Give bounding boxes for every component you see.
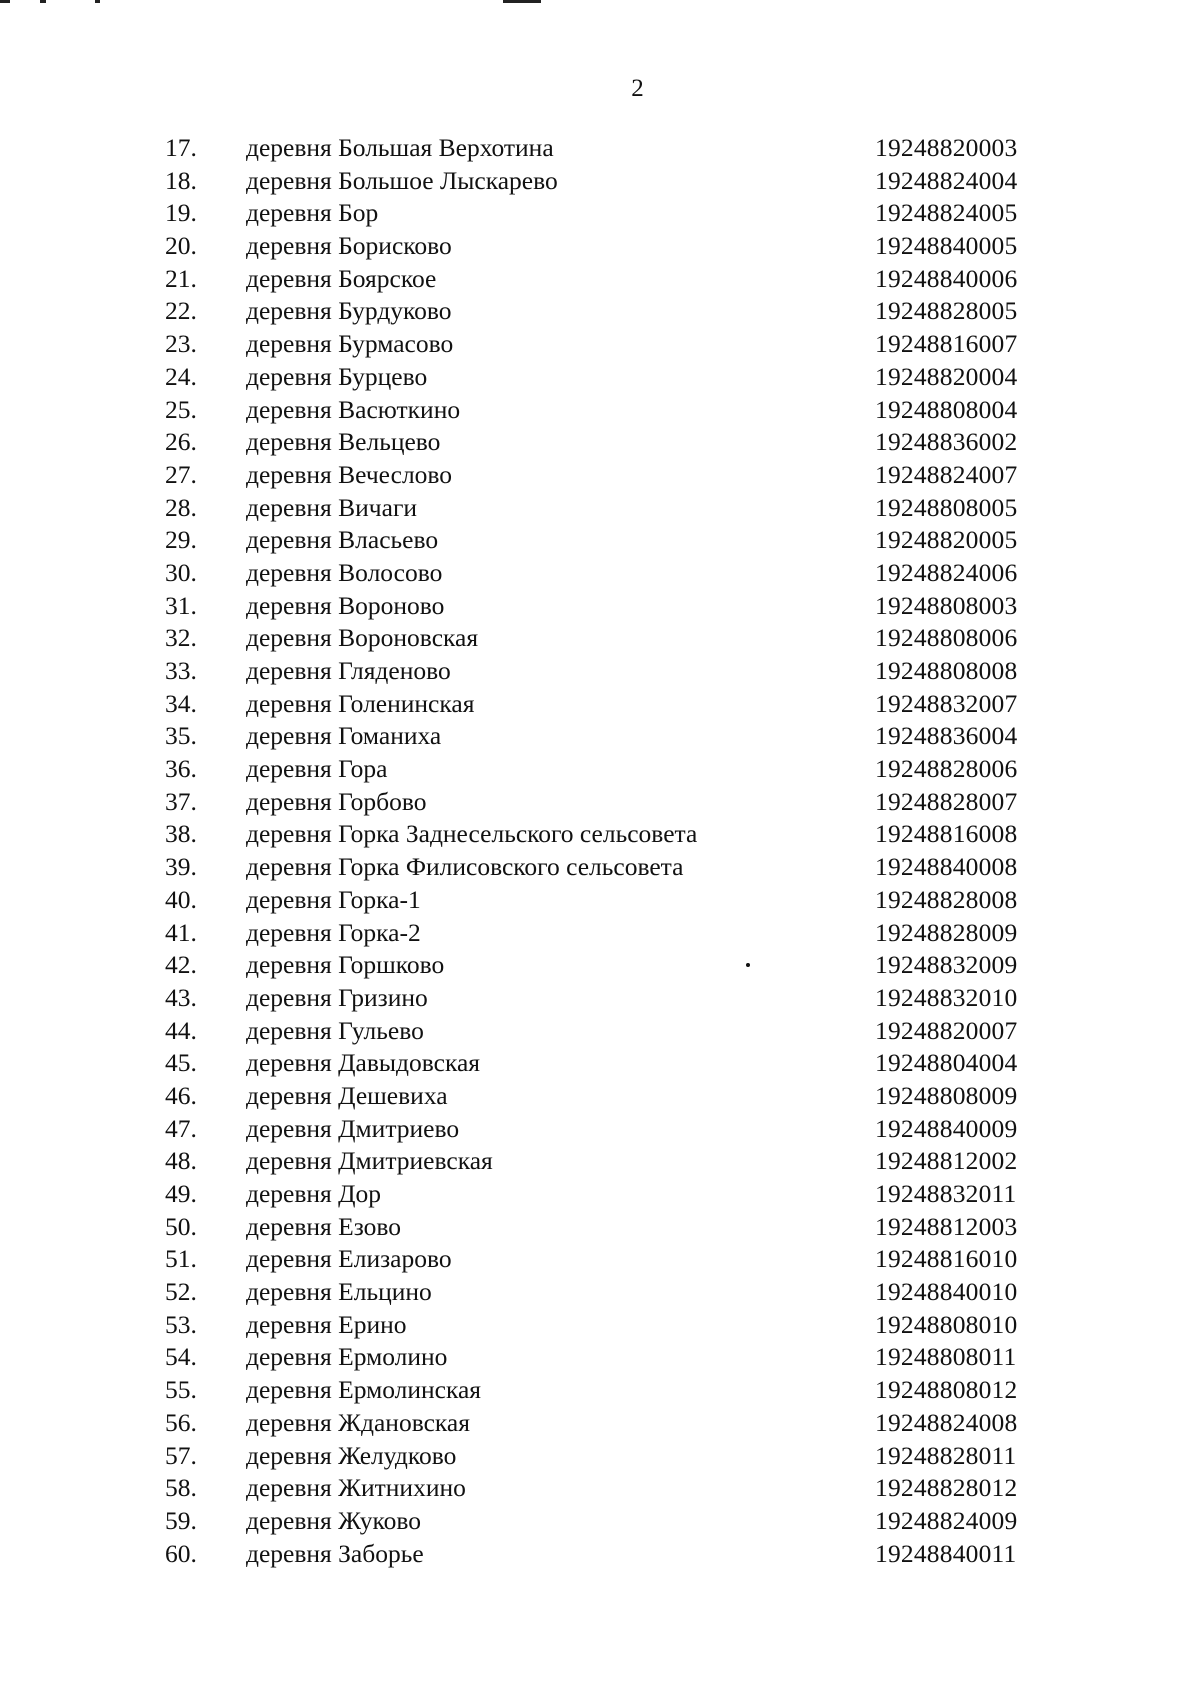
settlement-code: 19248816008	[875, 819, 1018, 849]
item-number: 35.	[165, 721, 197, 751]
item-number: 53.	[165, 1309, 197, 1339]
settlement-name: деревня Васюткино	[246, 394, 461, 424]
settlement-code: 19248808011	[875, 1342, 1017, 1372]
list-item	[165, 524, 1065, 557]
settlement-code: 19248832010	[875, 982, 1018, 1012]
list-item	[165, 197, 1065, 230]
item-number: 49.	[165, 1179, 197, 1208]
item-number: 21.	[165, 263, 197, 293]
list-item	[165, 1472, 1065, 1505]
settlement-name: деревня Гульево	[246, 1015, 424, 1045]
settlement-code: 19248808012	[875, 1375, 1018, 1405]
list-item	[165, 688, 1065, 721]
settlement-code: 19248840009	[875, 1113, 1018, 1143]
list-item	[165, 230, 1065, 263]
item-number: 38.	[165, 819, 197, 849]
item-number: 56.	[165, 1407, 197, 1437]
list-item	[165, 1407, 1065, 1440]
list-item	[165, 1113, 1065, 1146]
settlement-code: 19248840006	[875, 263, 1018, 293]
scan-artifact	[40, 0, 46, 3]
item-number: 42.	[165, 950, 197, 980]
list-item	[165, 165, 1065, 198]
list-item	[165, 590, 1065, 623]
settlement-name: деревня Гоманиха	[246, 721, 442, 751]
settlement-name: деревня Бор	[246, 198, 379, 228]
settlement-code: 19248824004	[875, 165, 1018, 195]
settlement-name: деревня Горбово	[246, 786, 427, 816]
list-item	[165, 720, 1065, 753]
settlement-code: 19248812002	[875, 1146, 1018, 1176]
item-number: 29.	[165, 525, 197, 555]
settlement-name: деревня Желудково	[246, 1440, 457, 1470]
list-item	[165, 949, 1065, 982]
settlement-name: деревня Борисково	[246, 231, 452, 261]
list-item	[165, 753, 1065, 786]
settlement-code: 19248816010	[875, 1244, 1018, 1274]
settlement-name: деревня Большое Лыскарево	[246, 165, 558, 195]
list-item	[165, 1538, 1065, 1571]
item-number: 50.	[165, 1211, 197, 1241]
item-number: 54.	[165, 1342, 197, 1372]
settlement-name: деревня Вороновская	[246, 623, 479, 653]
list-item	[165, 1178, 1065, 1211]
list-item	[165, 394, 1065, 427]
settlement-name: деревня Вечеслово	[246, 459, 453, 489]
item-number: 59.	[165, 1505, 197, 1535]
item-number: 34.	[165, 688, 197, 718]
item-number: 28.	[165, 492, 197, 522]
item-number: 44.	[165, 1015, 197, 1045]
list-item	[165, 917, 1065, 950]
settlement-name: деревня Горка Филисовского сельсовета	[246, 852, 684, 882]
settlement-name: деревня Ермолино	[246, 1342, 448, 1372]
settlement-code: 19248824005	[875, 198, 1018, 228]
list-item	[165, 655, 1065, 688]
list-item	[165, 622, 1065, 655]
list-item	[165, 459, 1065, 492]
item-number: 31.	[165, 590, 197, 620]
settlement-code: 19248824008	[875, 1407, 1018, 1437]
list-item	[165, 557, 1065, 590]
settlement-name: деревня Вельцево	[246, 427, 441, 457]
scan-artifact	[0, 0, 10, 3]
settlement-name: деревня Ждановская	[246, 1407, 470, 1437]
item-number: 48.	[165, 1146, 197, 1176]
settlement-name: деревня Власьево	[246, 525, 439, 555]
list-item	[165, 1243, 1065, 1276]
list-item	[165, 132, 1065, 165]
settlement-name: деревня Ерино	[246, 1309, 407, 1339]
list-item	[165, 1211, 1065, 1244]
list-item	[165, 818, 1065, 851]
settlement-name: деревня Гляденово	[246, 656, 451, 685]
item-number: 58.	[165, 1473, 197, 1503]
settlement-code: 19248840008	[875, 852, 1018, 882]
page-number: 2	[631, 75, 644, 102]
item-number: 36.	[165, 754, 197, 784]
settlement-code: 19248824009	[875, 1505, 1018, 1535]
settlement-code: 19248824007	[875, 459, 1018, 489]
settlement-code: 19248808004	[875, 394, 1018, 424]
settlement-code: 19248840010	[875, 1277, 1018, 1307]
settlement-name: деревня Горка-1	[246, 884, 421, 914]
item-number: 27.	[165, 459, 197, 489]
list-item	[165, 982, 1065, 1015]
list-item	[165, 884, 1065, 917]
item-number: 41.	[165, 917, 197, 947]
settlement-name: деревня Бурдуково	[246, 296, 452, 326]
item-number: 19.	[165, 198, 197, 228]
scan-artifact	[503, 0, 541, 3]
scan-artifact	[95, 0, 100, 3]
settlement-code: 19248808006	[875, 623, 1018, 653]
settlement-code: 19248824006	[875, 557, 1018, 587]
item-number: 51.	[165, 1244, 197, 1274]
settlement-name: деревня Горка Заднесельского сельсовета	[246, 819, 698, 849]
settlement-name: деревня Ермолинская	[246, 1375, 482, 1405]
list-item	[165, 851, 1065, 884]
settlement-name: деревня Вороново	[246, 590, 445, 620]
item-number: 24.	[165, 361, 197, 391]
settlement-code: 19248820003	[875, 133, 1018, 162]
list-item	[165, 1505, 1065, 1538]
scan-dot	[746, 963, 750, 967]
list-item	[165, 1047, 1065, 1080]
settlement-code: 19248832009	[875, 950, 1018, 980]
item-number: 26.	[165, 427, 197, 457]
list-item	[165, 361, 1065, 394]
settlement-code: 19248820005	[875, 525, 1018, 555]
settlement-code: 19248840005	[875, 231, 1018, 261]
settlement-code: 19248828011	[875, 1440, 1017, 1470]
list-item	[165, 1309, 1065, 1342]
list-item	[165, 786, 1065, 819]
settlement-code: 19248804004	[875, 1048, 1018, 1078]
item-number: 57.	[165, 1440, 197, 1470]
settlement-code: 19248836002	[875, 427, 1018, 457]
item-number: 32.	[165, 623, 197, 653]
list-item	[165, 263, 1065, 296]
settlement-name: деревня Горшково	[246, 950, 445, 980]
item-number: 46.	[165, 1080, 197, 1110]
item-number: 47.	[165, 1113, 197, 1143]
settlement-code: 19248828006	[875, 754, 1018, 784]
list-item	[165, 328, 1065, 361]
settlement-code: 19248816007	[875, 329, 1018, 359]
item-number: 40.	[165, 884, 197, 914]
list-item	[165, 1276, 1065, 1309]
list-item	[165, 1341, 1065, 1374]
settlement-code: 19248820007	[875, 1015, 1018, 1045]
settlement-code: 19248828009	[875, 917, 1018, 947]
item-number: 17.	[165, 133, 197, 162]
settlement-code: 19248828007	[875, 786, 1018, 816]
item-number: 43.	[165, 982, 197, 1012]
settlement-code: 19248820004	[875, 361, 1018, 391]
settlement-code: 19248828005	[875, 296, 1018, 326]
settlement-name: деревня Дор	[246, 1179, 382, 1208]
settlement-name: деревня Большая Верхотина	[246, 133, 554, 162]
item-number: 45.	[165, 1048, 197, 1078]
settlement-name: деревня Боярское	[246, 263, 437, 293]
settlement-name: деревня Жуково	[246, 1505, 421, 1535]
settlement-code: 19248808010	[875, 1309, 1018, 1339]
item-number: 33.	[165, 656, 197, 685]
item-number: 23.	[165, 329, 197, 359]
settlement-code: 19248808008	[875, 656, 1018, 685]
settlement-name: деревня Голенинская	[246, 688, 475, 718]
settlement-name: деревня Дешевиха	[246, 1080, 448, 1110]
settlement-code: 19248808005	[875, 492, 1018, 522]
settlement-code: 19248828012	[875, 1473, 1018, 1503]
settlement-name: деревня Елизарово	[246, 1244, 452, 1274]
list-item	[165, 1440, 1065, 1473]
settlement-name: деревня Вичаги	[246, 492, 418, 522]
settlement-name: деревня Дмитриевская	[246, 1146, 493, 1176]
settlement-name: деревня Житнихино	[246, 1473, 466, 1503]
list-item	[165, 295, 1065, 328]
settlement-code: 19248808003	[875, 590, 1018, 620]
item-number: 18.	[165, 165, 197, 195]
list-item	[165, 492, 1065, 525]
item-number: 39.	[165, 852, 197, 882]
settlement-name: деревня Езово	[246, 1211, 402, 1241]
item-number: 60.	[165, 1538, 197, 1568]
settlement-name: деревня Ельцино	[246, 1277, 432, 1307]
settlement-code: 19248812003	[875, 1211, 1018, 1241]
item-number: 37.	[165, 786, 197, 816]
list-item	[165, 1374, 1065, 1407]
settlement-code: 19248836004	[875, 721, 1018, 751]
settlement-code: 19248832007	[875, 688, 1018, 718]
list-item	[165, 426, 1065, 459]
item-number: 25.	[165, 394, 197, 424]
settlement-name: деревня Горка-2	[246, 917, 421, 947]
settlement-code: 19248840011	[875, 1538, 1017, 1568]
settlement-name: деревня Волосово	[246, 557, 443, 587]
item-number: 22.	[165, 296, 197, 326]
settlement-name: деревня Дмитриево	[246, 1113, 460, 1143]
item-number: 30.	[165, 557, 197, 587]
item-number: 52.	[165, 1277, 197, 1307]
item-number: 20.	[165, 231, 197, 261]
list-item	[165, 1015, 1065, 1048]
settlement-name: деревня Бурцево	[246, 361, 428, 391]
settlement-name: деревня Заборье	[246, 1538, 424, 1568]
item-number: 55.	[165, 1375, 197, 1405]
settlement-code: 19248828008	[875, 884, 1018, 914]
settlement-code: 19248832011	[875, 1179, 1017, 1208]
settlement-name: деревня Гора	[246, 754, 388, 784]
settlement-name: деревня Давыдовская	[246, 1048, 481, 1078]
settlement-code: 19248808009	[875, 1080, 1018, 1110]
settlement-name: деревня Гризино	[246, 982, 428, 1012]
settlement-name: деревня Бурмасово	[246, 329, 454, 359]
list-item	[165, 1145, 1065, 1178]
list-item	[165, 1080, 1065, 1113]
settlement-list	[165, 132, 1065, 1570]
